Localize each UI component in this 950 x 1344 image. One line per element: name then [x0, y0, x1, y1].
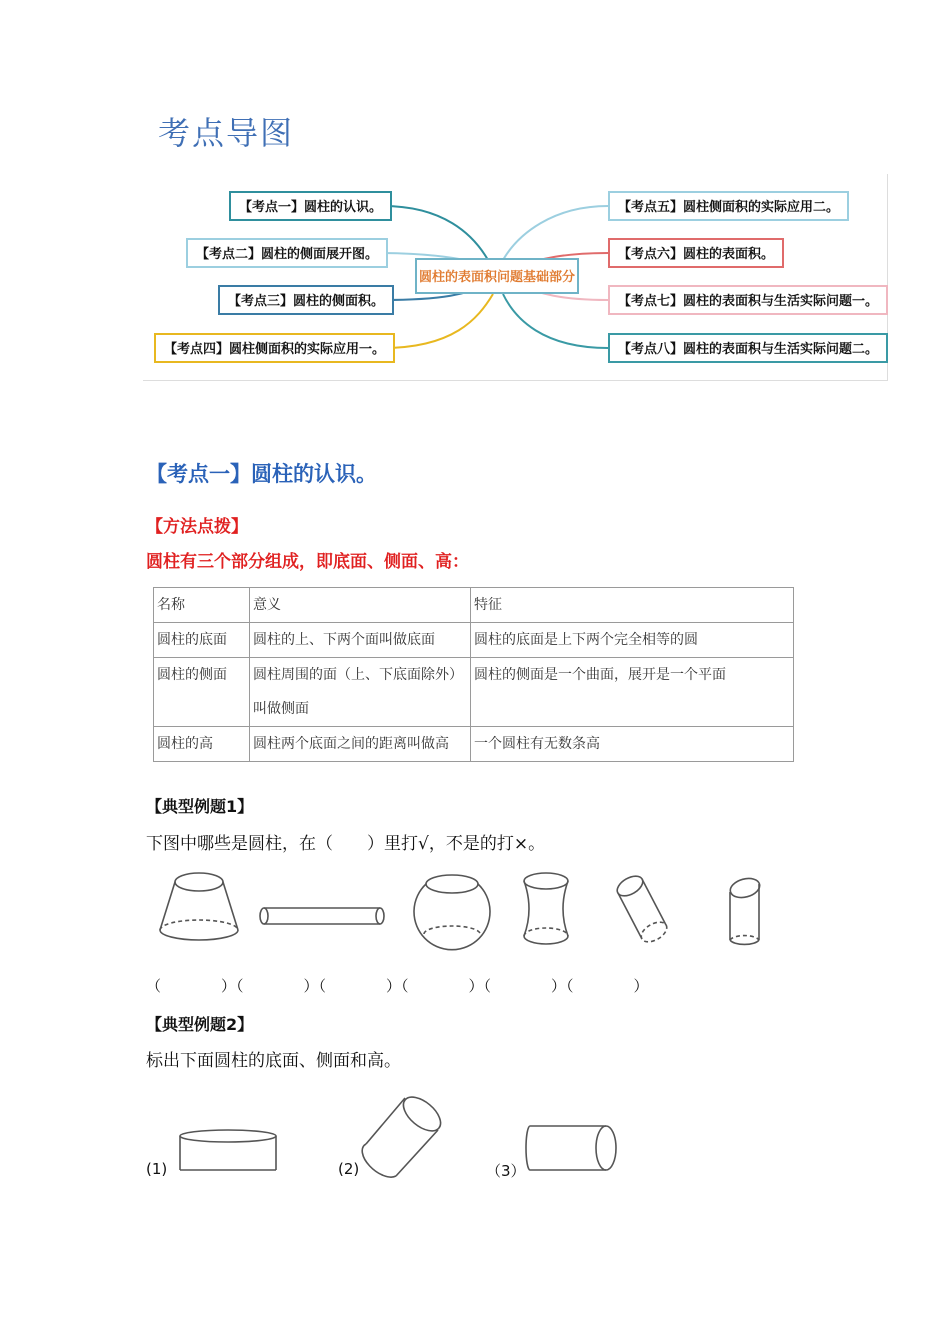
mindmap-node-7: 【考点七】圆柱的表面积与生活实际问题一。 — [608, 285, 888, 315]
mindmap-node-8: 【考点八】圆柱的表面积与生活实际问题二。 — [608, 333, 888, 363]
mindmap-center: 圆柱的表面积问题基础部分 — [415, 258, 579, 294]
table-cell: 圆柱的底面是上下两个完全相等的圆 — [471, 623, 794, 658]
section-title: 【考点一】圆柱的认识。 — [146, 462, 377, 486]
mindmap-node-2: 【考点二】圆柱的侧面展开图。 — [186, 238, 388, 268]
flat-cylinder-shape — [178, 1128, 278, 1176]
table-cell: 一个圆柱有无数条高 — [471, 727, 794, 762]
table-header: 意义 — [250, 588, 471, 623]
horizontal-cylinder-shape — [526, 1124, 620, 1172]
tip-text: 圆柱有三个部分组成，即底面、侧面、高： — [146, 552, 469, 572]
cylinder-label-1: (1) — [146, 1160, 168, 1178]
page-title: 考点导图 — [158, 114, 295, 152]
example2-title: 【典型例题2】 — [146, 1015, 254, 1034]
table-row — [154, 727, 794, 762]
diagonal-cylinder-shape — [362, 1092, 444, 1178]
table-header: 特征 — [471, 588, 794, 623]
mindmap-node-6: 【考点六】圆柱的表面积。 — [608, 238, 784, 268]
table-header: 名称 — [154, 588, 250, 623]
table-cell: 圆柱的上、下两个面叫做底面 — [250, 623, 471, 658]
table-cell: 圆柱两个底面之间的距离叫做高 — [250, 727, 471, 762]
table-header-row — [154, 588, 794, 623]
example1-title: 【典型例题1】 — [146, 797, 254, 816]
mindmap-node-4: 【考点四】圆柱侧面积的实际应用一。 — [154, 333, 395, 363]
mindmap-node-5: 【考点五】圆柱侧面积的实际应用二。 — [608, 191, 849, 221]
mindmap-node-3: 【考点三】圆柱的侧面积。 — [218, 285, 394, 315]
hourglass-shape — [520, 872, 572, 946]
truncated-cone-shape — [158, 870, 240, 946]
table-cell: 圆柱周围的面（上、下底面除外）叫做侧面 — [250, 658, 471, 727]
table-cell: 圆柱的侧面是一个曲面，展开是一个平面 — [471, 658, 794, 727]
cylinder-label-2: (2) — [338, 1160, 360, 1178]
example1-text: 下图中哪些是圆柱，在（ ）里打√，不是的打×。 — [146, 834, 546, 854]
answer-blanks: （ ）（ ）（ ）（ ）（ ）（ ） — [146, 977, 649, 995]
table-row — [154, 623, 794, 658]
tip-title: 【方法点拨】 — [146, 517, 248, 537]
upright-cylinder-shape — [722, 876, 762, 948]
cylinder-label-3: （3） — [486, 1162, 526, 1180]
sphere-segment-shape — [412, 870, 492, 948]
mindmap-node-1: 【考点一】圆柱的认识。 — [229, 191, 392, 221]
tilted-cylinder-shape — [612, 872, 672, 948]
mindmap — [143, 174, 888, 381]
thin-rod-shape — [258, 904, 388, 928]
example2-text: 标出下面圆柱的底面、侧面和高。 — [146, 1051, 401, 1071]
table-cell: 圆柱的底面 — [154, 623, 250, 658]
table-cell: 圆柱的侧面 — [154, 658, 250, 727]
info-table — [153, 587, 794, 762]
table-row — [154, 658, 794, 727]
table-cell: 圆柱的高 — [154, 727, 250, 762]
